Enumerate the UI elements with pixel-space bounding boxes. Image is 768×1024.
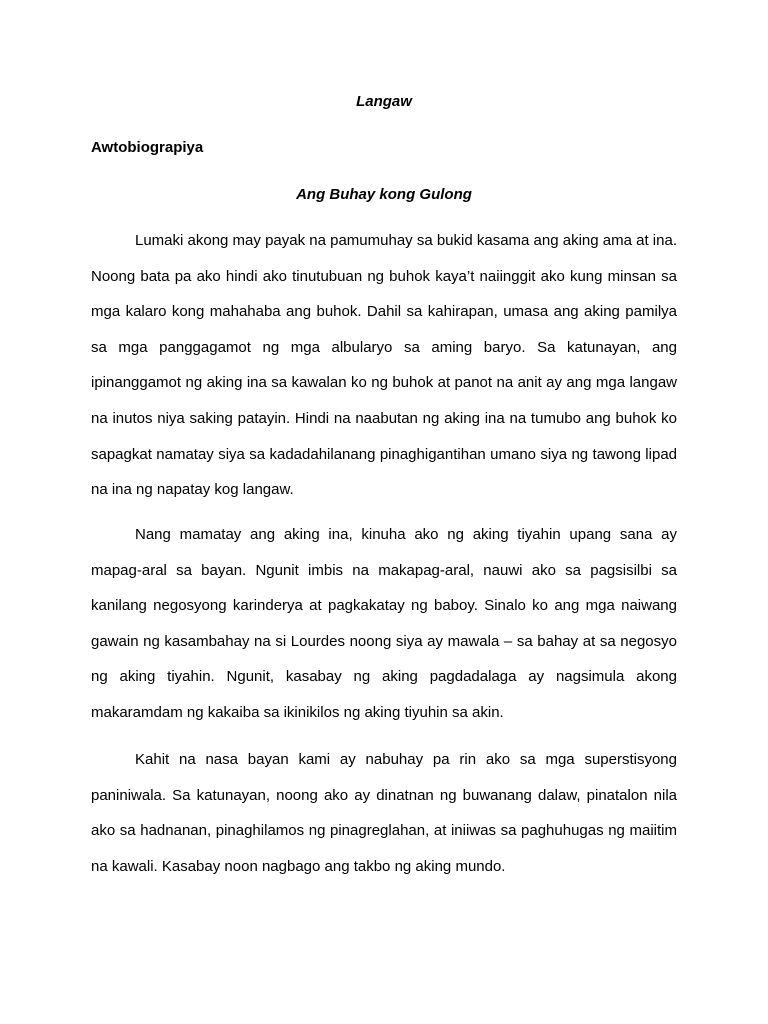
paragraph-2: Nang mamatay ang aking ina, kinuha ako ng aking tiyahin upang sana ay mapag-aral sa bayan. Ngunit imbis na makapag-aral, nauwi ako sa pagsisilbi sa kanilang negosyong karinderya at pagkakatay ng baboy. Sinalo ko ang mga naiwang gawain ng kasambahay na si Lourdes noong siya ay mawala – sa bahay at sa negosyo ng aking tiyahin. Ngunit, kasabay ng aking pagdadalaga ay nagsimula akong makaramdam ng kakaiba sa ikinikilos ng aking tiyuhin sa akin. (91, 526, 677, 721)
paragraph-3: Kahit na nasa bayan kami ay nabuhay pa rin ako sa mga superstisyong paniniwala. Sa katunayan, noong ako ay dinatnan ng buwanang dalaw, pinatalon nila ako sa hadnanan, pinaghilamos ng pinagreglahan, at iniiwas sa paghuhugas ng maiitim na kawali. Kasabay noon nagbago ang takbo ng aking mundo. (91, 751, 677, 875)
document-title: Langaw (356, 93, 412, 110)
section-label: Awtobiograpiya (91, 139, 204, 156)
paragraph-1: Lumaki akong may payak na pamumuhay sa bukid kasama ang aking ama at ina. Noong bata pa ako hindi ako tinutubuan ng buhok kaya’t naiinggit ako kung minsan sa mga kalaro kong mahahaba ang buhok. Dahil sa kahirapan, umasa ang aking pamilya sa mga panggagamot ng mga albularyo sa aming baryo. Sa katunayan, ang ipinanggamot ng aking ina sa kawalan ko ng buhok at panot na anit ay ang mga langaw na inutos niya saking patayin. Hindi na naabutan ng aking ina na tumubo ang buhok ko sapagkat namatay siya sa kadadahilanang pinaghigantihan umano siya ng tawong lipad na ina ng napatay kog langaw. (91, 232, 677, 499)
chapter-title: Ang Buhay kong Gulong (296, 186, 472, 203)
